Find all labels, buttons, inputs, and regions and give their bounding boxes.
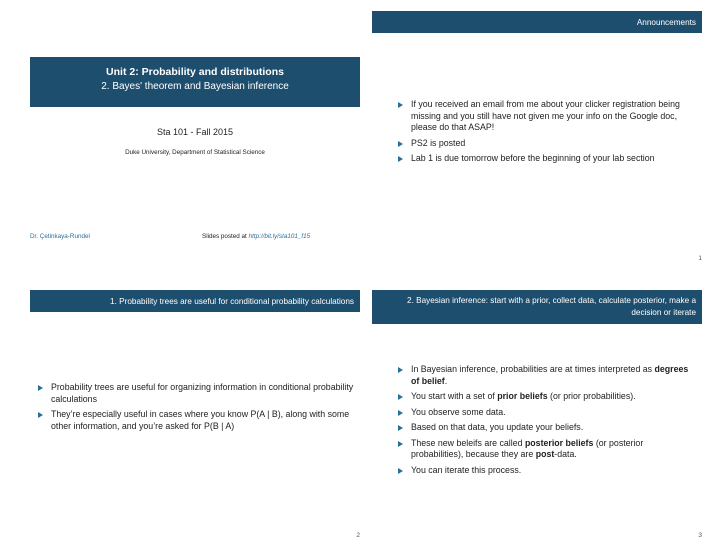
lecture-subtitle: 2. Bayes' theorem and Bayesian inference [101,81,289,92]
course-name: Sta 101 - Fall 2015 [156,127,234,137]
slide-header: 2. Bayesian inference: start with a prior, collect data, calculate posterior, make a decision or iterate [372,290,702,324]
bullet-arrow-icon [398,102,403,108]
page-number: 3 [698,532,702,539]
unit-title: Unit 2: Probability and distributions [106,66,284,78]
page-number: 2 [356,532,360,539]
bullet-arrow-icon [398,441,403,447]
list-item: Based on that data, you update your beliefs. [398,422,698,434]
bullet-arrow-icon [398,156,403,162]
slides-posted-prefix: Slides posted at [202,233,249,240]
announcement-list [398,99,698,169]
list-item: Probability trees are useful for organizing information in conditional probability calculations [38,382,356,405]
list-item: If you received an email from me about your clicker registration being missing and you still have not given me your info on the Google doc, please do that ASAP! [398,99,698,134]
list-item: Lab 1 is due tomorrow before the beginning of your lab section [398,153,698,165]
list-item: In Bayesian inference, probabilities are at times interpreted as degrees of belief. [398,364,698,387]
list-item: You can iterate this process. [398,465,698,477]
probability-trees-slide [30,290,360,539]
slides-posted-note [202,233,310,240]
bullet-arrow-icon [398,425,403,431]
bullet-arrow-icon [398,410,403,416]
list-item: You observe some data. [398,407,698,419]
page-number: 1 [698,255,702,262]
title-slide [30,11,360,253]
bullet-arrow-icon [398,394,403,400]
bullet-arrow-icon [38,385,43,391]
title-box [30,57,360,107]
bullet-arrow-icon [398,141,403,147]
bullet-arrow-icon [398,468,403,474]
bayesian-list [398,364,698,480]
bayesian-inference-slide [372,290,702,539]
author-name: Dr. Çetinkaya-Rundel [30,233,90,240]
list-item: PS2 is posted [398,138,698,150]
bullet-arrow-icon [38,412,43,418]
bullet-arrow-icon [398,367,403,373]
list-item: They’re especially useful in cases where you know P(A | B), along with some other information, and you’re asked for P(B | A) [38,409,356,432]
slide-header: Announcements [372,11,702,33]
list-item: You start with a set of prior beliefs (or prior probabilities). [398,391,698,403]
slides-link[interactable]: http://bit.ly/sta101_f15 [248,233,311,240]
department: Duke University, Department of Statistical Science [125,149,265,156]
announcements-slide [372,11,702,262]
list-item: These new beleifs are called posterior beliefs (or posterior probabilities), because they are post-data. [398,438,698,461]
probability-tree-list [38,382,356,436]
slide-header: 1. Probability trees are useful for conditional probability calculations [30,290,360,312]
